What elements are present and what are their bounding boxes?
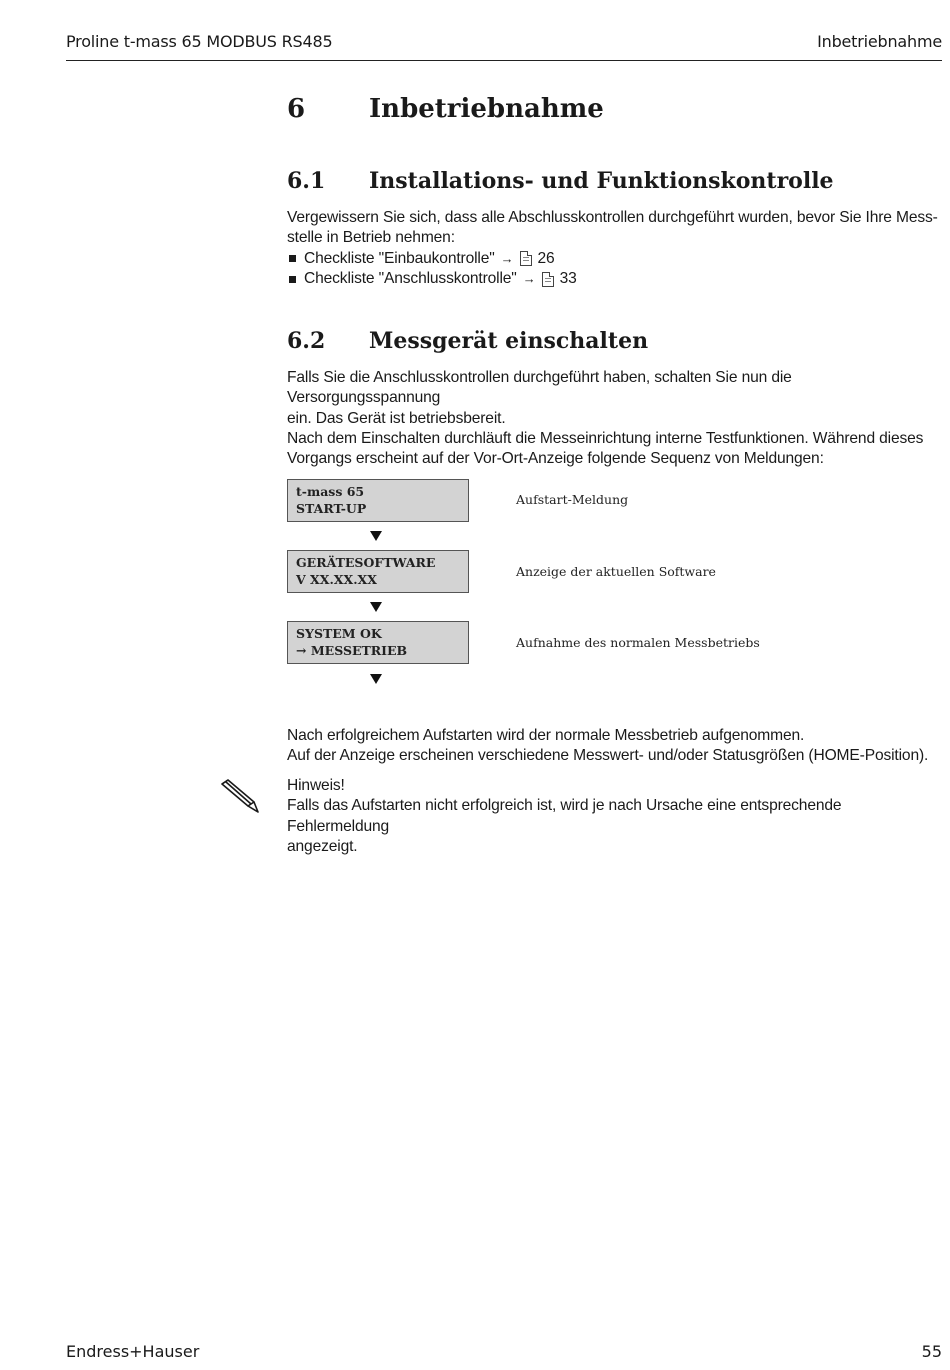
arrow-right-icon: → <box>500 250 514 266</box>
display-message-software <box>287 550 469 593</box>
display-description: Aufstart-Meldung <box>516 492 629 507</box>
section-1-body <box>287 208 947 289</box>
section-2-after <box>287 726 947 767</box>
display-line: SYSTEM OK <box>296 626 382 641</box>
checklist-label: Checkliste "Anschlusskontrolle" <box>304 269 517 287</box>
bullet-square-icon <box>289 276 296 283</box>
body-line: Vorgangs erscheint auf der Vor-Ort-Anzeige folgende Sequenz von Meldungen: <box>287 450 824 468</box>
section-number: 6.1 <box>287 168 326 194</box>
section-title: Installations- und Funktionskontrolle <box>369 168 834 194</box>
note-line: Falls das Aufstarten nicht erfolgreich ist, wird je nach Ursache eine entsprechende Fehlermeldung <box>287 797 842 835</box>
display-message-startup <box>287 479 469 522</box>
header-rule <box>66 60 942 61</box>
pencil-icon <box>218 776 262 816</box>
header-section: Inbetriebnahme <box>817 32 942 51</box>
note-title: Hinweis! <box>287 777 345 794</box>
footer-company: Endress+Hauser <box>66 1342 200 1361</box>
note-block <box>287 776 947 857</box>
display-line: t-mass 65 <box>296 484 365 499</box>
checklist-item <box>287 249 947 269</box>
page-reference[interactable]: 26 <box>537 249 555 267</box>
section-number: 6.2 <box>287 328 326 354</box>
triangle-down-icon <box>370 602 382 612</box>
checklist-label: Checkliste "Einbaukontrolle" <box>304 249 495 267</box>
page-reference[interactable]: 33 <box>559 269 577 287</box>
body-line: ein. Das Gerät ist betriebsbereit. <box>287 409 506 427</box>
display-line: START-UP <box>296 501 367 516</box>
triangle-down-icon <box>370 531 382 541</box>
display-line: → MESSETRIEB <box>296 643 408 658</box>
body-line: Nach erfolgreichem Aufstarten wird der normale Messbetrieb aufgenommen. <box>287 727 805 744</box>
document-icon <box>542 272 554 287</box>
section-title: Messgerät einschalten <box>369 328 649 354</box>
triangle-down-icon <box>370 674 382 684</box>
chapter-title: Inbetriebnahme <box>369 94 604 124</box>
document-icon <box>520 251 532 266</box>
checklist-item <box>287 269 947 289</box>
body-line: stelle in Betrieb nehmen: <box>287 229 455 247</box>
display-description: Aufnahme des normalen Messbetriebs <box>516 635 760 650</box>
header-title: Proline t-mass 65 MODBUS RS485 <box>66 32 333 51</box>
display-line: V XX.XX.XX <box>296 572 377 587</box>
body-line: Nach dem Einschalten durchläuft die Messeinrichtung interne Testfunktionen. Während dieses <box>287 429 924 447</box>
page-number: 55 <box>921 1342 942 1361</box>
display-message-system-ok <box>287 621 469 664</box>
bullet-square-icon <box>289 255 296 262</box>
chapter-number: 6 <box>287 94 306 124</box>
body-line: Auf der Anzeige erscheinen verschiedene Messwert- und/oder Statusgrößen (HOME-Position). <box>287 747 929 765</box>
display-description: Anzeige der aktuellen Software <box>516 564 716 579</box>
body-line: Falls Sie die Anschlusskontrollen durchgeführt haben, schalten Sie nun die Versorgungsspannung <box>287 369 792 407</box>
section-2-body <box>287 368 947 469</box>
note-line: angezeigt. <box>287 837 358 855</box>
body-line: Vergewissern Sie sich, dass alle Abschlusskontrollen durchgeführt wurden, bevor Sie Ihre Mess- <box>287 209 938 226</box>
display-line: GERÄTESOFTWARE <box>296 555 436 570</box>
arrow-right-icon: → <box>522 270 536 286</box>
